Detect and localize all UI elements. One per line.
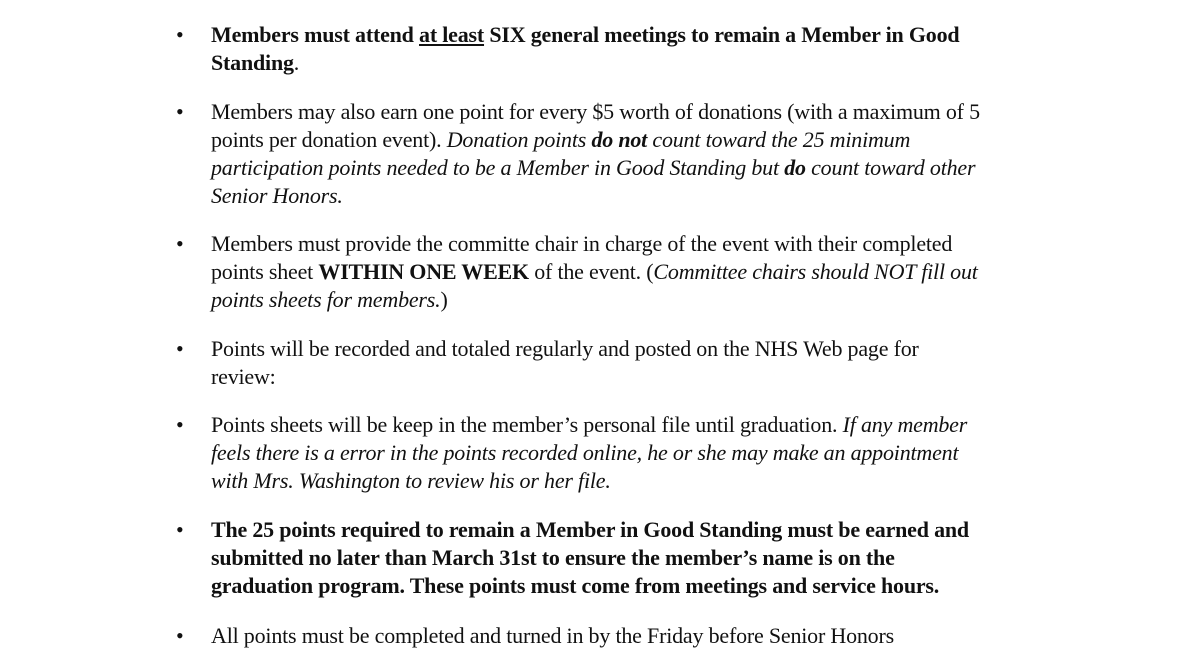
bullet: • — [176, 336, 184, 361]
bullet: • — [176, 412, 184, 437]
list-item-text: Points sheets will be keep in the member’s personal file until graduation. If any member feels there is a error in the points recorded online, he or she may make an appointment with Mrs. Washington to review his or her file. — [211, 412, 968, 493]
bullet: • — [176, 99, 184, 124]
bullet: • — [176, 517, 184, 542]
list-item-text: Points will be recorded and totaled regularly and posted on the NHS Web page for review: — [211, 336, 919, 389]
list-item-text: The 25 points required to remain a Member in Good Standing must be earned and submitted no later than March 31st to ensure the member’s name is on the graduation program. These points must come from meetings and service hours. — [211, 517, 969, 598]
underlined-emphasis: at least — [419, 22, 485, 47]
list-item-text: Members may also earn one point for every $5 worth of donations (with a maximum of 5 points per donation event). Donation points do not count toward the 25 minimum participation points needed to be a Member in Good Standing but do count toward other Senior Honors. — [211, 99, 980, 208]
bullet: • — [176, 623, 184, 648]
bullet: • — [176, 22, 184, 47]
list-item-text: Members must provide the committe chair in charge of the event with their completed points sheet WITHIN ONE WEEK of the event. (Committee chairs should NOT fill out points sheets for members.) — [211, 231, 978, 312]
bullet: • — [176, 231, 184, 256]
list-item-text: All points must be completed and turned in by the Friday before Senior Honors — [211, 623, 894, 648]
list-item-partial — [0, 622, 1200, 648]
list-item-text: Members must attend at least SIX general meetings to remain a Member in Good Standing. — [211, 22, 960, 75]
